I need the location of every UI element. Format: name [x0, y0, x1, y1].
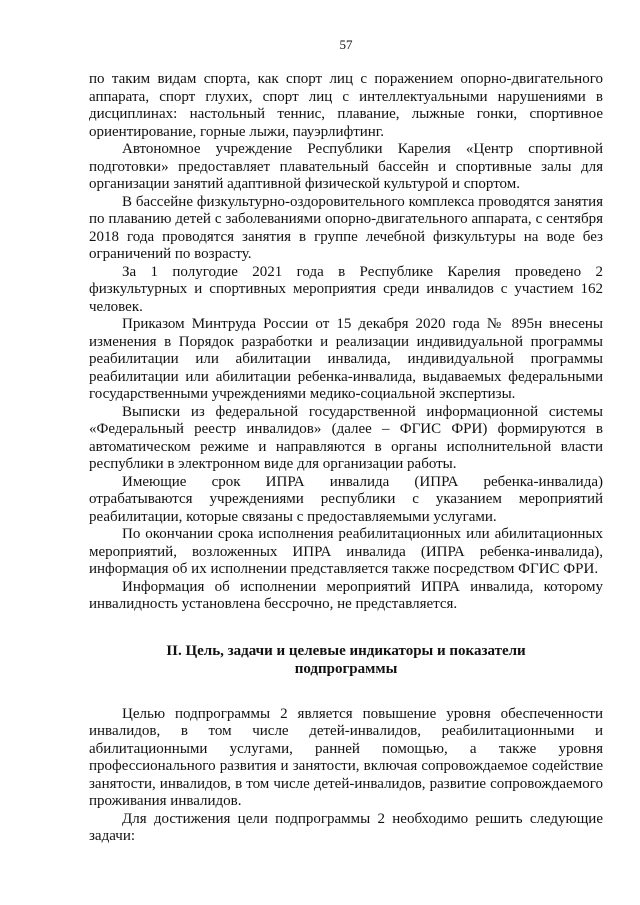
paragraph: Для достижения цели подпрограммы 2 необходимо решить следующие задачи:	[89, 810, 603, 844]
paragraph: Приказом Минтруда России от 15 декабря 2020 года № 895н внесены изменения в Порядок разработки и реализации индивидуальной программы реабилитации или абилитации инвалида, индивидуальной программы реабилитации или абилитации ребенка-инвалида, выдаваемых федеральными государственными учреждениями медико-социальной экспертизы.	[89, 316, 603, 402]
paragraph: В бассейне физкультурно-оздоровительного комплекса проводятся занятия по плаванию детей с заболеваниями опорно-двигательного аппарата, с сентября 2018 года проводятся занятия в группе лечебной физкультуры на воде без ограничений по возрасту.	[89, 193, 603, 262]
page-number: 57	[339, 37, 353, 52]
paragraph: Автономное учреждение Республики Карелия «Центр спортивной подготовки» предоставляет плавательный бассейн и спортивные залы для организации занятий адаптивной физической культурой и спортом.	[89, 141, 603, 192]
section-heading	[89, 642, 603, 678]
paragraphs-bottom	[89, 706, 603, 846]
paragraphs-top	[89, 71, 603, 614]
paragraph: Целью подпрограммы 2 является повышение уровня обеспеченности инвалидов, в том числе детей-инвалидов, реабилитационными и абилитационными услугами, ранней помощью, а также уровня профессионального развития и занятости, включая сопровождаемое содействие занятости, инвалидов, в том числе детей-инвалидов, развитие сопровождаемого проживания инвалидов.	[89, 705, 603, 809]
section-heading-line2: подпрограммы	[294, 660, 398, 677]
paragraph: Имеющие срок ИПРА инвалида (ИПРА ребенка-инвалида) отрабатываются учреждениями республики с указанием мероприятий реабилитации, которые связаны с предоставляемыми услугами.	[89, 473, 603, 525]
paragraph: По окончании срока исполнения реабилитационных или абилитационных мероприятий, возложенных ИПРА инвалида (ИПРА ребенка-инвалида), информация об их исполнении представляется также посредством ФГИС ФРИ.	[89, 526, 603, 577]
paragraph: Информация об исполнении мероприятий ИПРА инвалида, которому инвалидность установлена бессрочно, не представляется.	[89, 578, 603, 612]
document-body	[89, 71, 603, 846]
paragraph: За 1 полугодие 2021 года в Республике Карелия проведено 2 физкультурных и спортивных мероприятия среди инвалидов с участием 162 человек.	[89, 263, 603, 315]
paragraph: по таким видам спорта, как спорт лиц с поражением опорно-двигательного аппарата, спорт глухих, спорт лиц с интеллектуальными нарушениями в дисциплинах: настольный теннис, плавание, лыжные гонки, спортивное ориентирование, горные лыжи, пауэрлифтинг.	[89, 71, 603, 140]
paragraph: Выписки из федеральной государственной информационной системы «Федеральный реестр инвалидов» (далее – ФГИС ФРИ) формируются в автоматическом режиме и направляются в органы исполнительной власти республики в электронном виде для организации работы.	[89, 403, 603, 472]
section-heading-line1: II. Цель, задачи и целевые индикаторы и показатели	[166, 642, 526, 659]
